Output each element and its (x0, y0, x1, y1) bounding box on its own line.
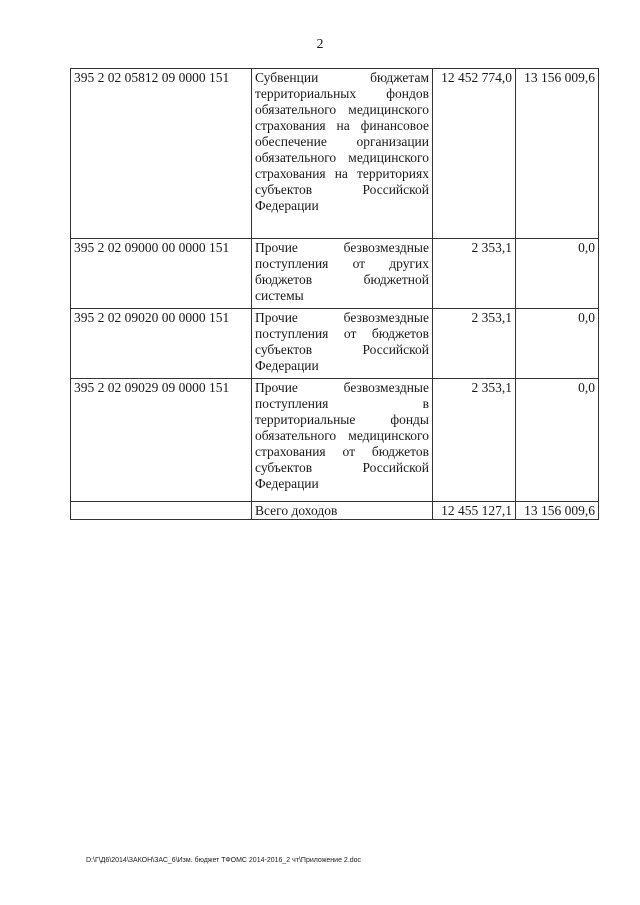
amount-year2-cell: 0,0 (516, 309, 599, 379)
file-path-footer: D:\Г\Д6\2014\ЗАКОН\ЗАС_6\Изм. бюджет ТФОМС 2014-2016_2 чт\Приложение 2.doc (86, 857, 362, 864)
amount-year2-cell: 13 156 009,6 (516, 69, 599, 239)
amount-year1-cell: 2 353,1 (433, 239, 516, 309)
table-row (71, 239, 599, 309)
budget-code-cell: 395 2 02 09029 09 0000 151 (71, 379, 252, 502)
revenue-name-cell: Прочие безвозмездные поступления в территориальные фонды обязательного медицинского страхования от бюджетов субъектов Российской Федерации (252, 379, 433, 502)
total-code-cell (71, 502, 252, 520)
amount-year1-cell: 2 353,1 (433, 309, 516, 379)
page-number: 2 (316, 37, 324, 52)
total-year2-cell: 13 156 009,6 (516, 502, 599, 520)
table-row (71, 379, 599, 502)
amount-year2-cell: 0,0 (516, 239, 599, 309)
budget-code-cell: 395 2 02 09000 00 0000 151 (71, 239, 252, 309)
budget-code-cell: 395 2 02 09020 00 0000 151 (71, 309, 252, 379)
total-row (71, 502, 599, 520)
budget-code-cell: 395 2 02 05812 09 0000 151 (71, 69, 252, 239)
revenue-table (70, 68, 599, 520)
amount-year2-cell: 0,0 (516, 379, 599, 502)
revenue-name-cell: Прочие безвозмездные поступления от бюджетов субъектов Российской Федерации (252, 309, 433, 379)
table-row (71, 69, 599, 239)
revenue-name-cell: Прочие безвозмездные поступления от других бюджетов бюджетной системы (252, 239, 433, 309)
revenue-name-cell: Субвенции бюджетам территориальных фондов обязательного медицинского страхования на финансовое обеспечение организации обязательного медицинского страхования на территориях субъектов Российской Федерации (252, 69, 433, 239)
total-year1-cell: 12 455 127,1 (433, 502, 516, 520)
total-label-cell: Всего доходов (252, 502, 433, 520)
amount-year1-cell: 12 452 774,0 (433, 69, 516, 239)
table-row (71, 309, 599, 379)
amount-year1-cell: 2 353,1 (433, 379, 516, 502)
